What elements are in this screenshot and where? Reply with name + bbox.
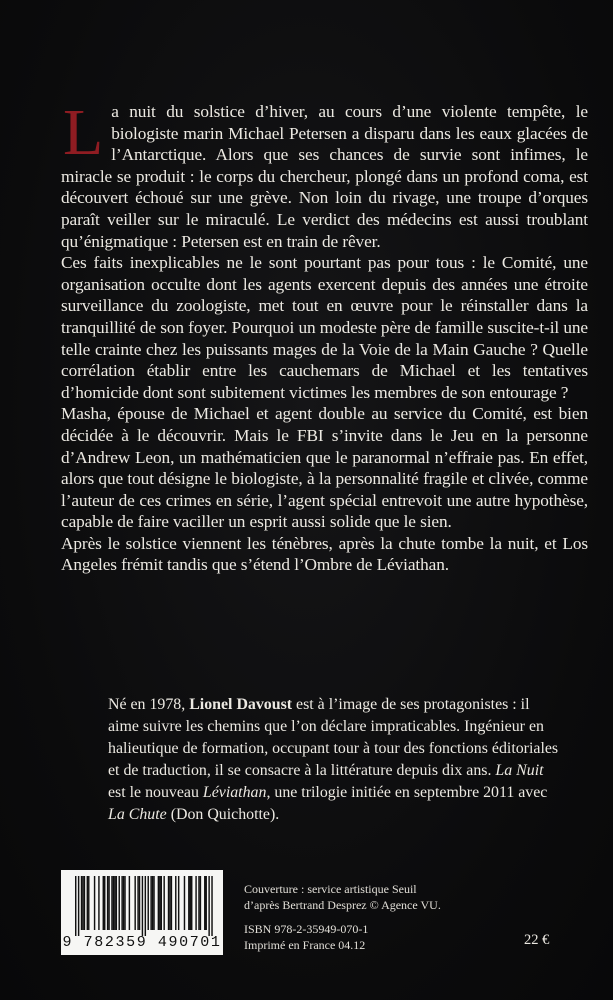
barcode-bar bbox=[150, 876, 151, 930]
synopsis bbox=[61, 96, 588, 576]
barcode-bar bbox=[158, 876, 159, 930]
barcode-bar bbox=[98, 876, 99, 930]
barcode-bar bbox=[75, 876, 76, 936]
barcode-bar bbox=[116, 876, 117, 930]
barcode-bar bbox=[145, 876, 146, 936]
author-name: Lionel Davoust bbox=[189, 696, 293, 713]
barcode-bar bbox=[195, 876, 196, 930]
synopsis-paragraph-1 bbox=[61, 96, 588, 252]
book-title-la-chute: La Chute bbox=[108, 806, 167, 823]
barcode bbox=[61, 870, 223, 955]
barcode-bar bbox=[137, 876, 138, 930]
synopsis-paragraph-3: Masha, épouse de Michael et agent double au service du Comité, est bien décidée à le découvrir. Mais le FBI s’invite dans le Jeu en la personne d’Andrew Leon, un mathématicien que le paranormal n’effraie pas. En effet, alors que tout désigne le biologiste, à la personnalité fragile et clivée, comme l’auteur de ces crimes en série, l’agent spécial entrevoit une autre hypothèse, capable de faire vaciller un esprit aussi solide que le sien. bbox=[61, 404, 588, 532]
printed-in: Imprimé en France 04.12 bbox=[244, 937, 366, 952]
barcode-bar bbox=[198, 876, 199, 930]
bio-intro: Né en 1978, bbox=[108, 696, 190, 713]
barcode-bar bbox=[84, 876, 85, 930]
barcode-bar bbox=[204, 876, 205, 930]
barcode-bar bbox=[200, 876, 201, 930]
barcode-bar bbox=[169, 876, 170, 930]
synopsis-paragraph-2: Ces faits inexplicables ne le sont pourtant pas pour tous : le Comité, une organisation occulte dont les agents exercent depuis des années une étroite surveillance du zoologiste, met tout en œuvre pour le réinstaller dans la tranquillité de son foyer. Pourquoi un modeste père de famille suscite-t-il une telle crainte chez les puissants mages de la Voie de la Main Gauche ? Quelle corrélation établir entre les cauchemars de Michael et les tentatives d’homicide dont sont subitement victimes les membres de son entourage ? bbox=[61, 253, 588, 402]
barcode-bar bbox=[119, 876, 120, 930]
credits-line-1: Couverture : service artistique Seuil bbox=[244, 882, 417, 896]
author-bio bbox=[108, 694, 564, 826]
barcode-bar bbox=[124, 876, 125, 930]
barcode-bar bbox=[113, 876, 114, 930]
isbn-text: ISBN 978-2-35949-070-1 bbox=[244, 922, 369, 936]
bio-text-4: (Don Quichotte). bbox=[166, 806, 280, 823]
barcode-bar bbox=[108, 876, 109, 930]
barcode-bar bbox=[153, 876, 154, 930]
barcode-bar bbox=[188, 876, 189, 930]
barcode-bar bbox=[159, 876, 160, 930]
barcode-bar bbox=[107, 876, 108, 930]
price: 22 € bbox=[524, 932, 550, 948]
barcode-bar bbox=[163, 876, 164, 930]
barcode-bar bbox=[190, 876, 191, 930]
barcode-bar bbox=[104, 876, 105, 930]
barcode-bar bbox=[168, 876, 169, 930]
barcode-bar bbox=[148, 876, 149, 930]
barcode-bar bbox=[178, 876, 179, 930]
barcode-bar bbox=[129, 876, 130, 930]
barcode-bar bbox=[114, 876, 115, 930]
barcode-bar bbox=[81, 876, 82, 930]
barcode-bar bbox=[88, 876, 89, 930]
cover-credits bbox=[244, 882, 504, 913]
synopsis-paragraph-4: Après le solstice viennent les ténèbres, après la chute tombe la nuit, et Los Angeles frémit tandis que s’étend l’Ombre de Léviathan. bbox=[61, 533, 588, 575]
barcode-bar bbox=[87, 876, 88, 930]
bio-text-3: , une trilogie initiée en septembre 2011 avec bbox=[266, 784, 548, 801]
barcode-bar bbox=[123, 876, 124, 930]
synopsis-paragraph-1-text: a nuit du solstice d’hiver, au cours d’une violente tempête, le biologiste marin Michael Petersen a disparu dans les eaux glacées de l’Antarctique. Alors que ses chances de survie sont infimes, le miracle se produit : le corps du chercheur, plongé dans un profond coma, est découvert échoué sur une grève. Non loin du rivage, une troupe d’orques paraît veiller sur le miraculé. Le verdict des médecins est aussi troublant qu’énigmatique : Petersen est en train de rêver. bbox=[61, 102, 588, 251]
barcode-bar bbox=[139, 876, 140, 930]
barcode-bar bbox=[171, 876, 172, 930]
bio-text-1: est à l’image de ses protagonistes : il aime suivre les chemins que l’on déclare impraticables. Ingénieur en halieutique de formation, occupant tour à tour des fonctions éditoriales et de traduction, il se consacre à la littérature depuis dix ans. bbox=[108, 696, 559, 779]
barcode-bar bbox=[78, 876, 79, 936]
barcode-bar bbox=[175, 876, 176, 930]
barcode-digits: 9 782359 490701 bbox=[62, 934, 222, 951]
barcode-bar bbox=[103, 876, 104, 930]
barcode-bar bbox=[152, 876, 153, 930]
barcode-bar bbox=[208, 876, 209, 936]
barcode-bar bbox=[191, 876, 192, 930]
barcode-bar bbox=[121, 876, 122, 930]
barcode-bar bbox=[211, 876, 212, 936]
bio-text-2: est le nouveau bbox=[108, 784, 203, 801]
barcode-bar bbox=[184, 876, 185, 930]
barcode-bar bbox=[82, 876, 83, 930]
barcode-bar bbox=[142, 876, 143, 936]
barcode-bar bbox=[206, 876, 207, 930]
barcode-bar bbox=[111, 876, 112, 930]
credits-line-2: d’après Bertrand Desprez © Agence VU. bbox=[244, 897, 441, 912]
barcode-bar bbox=[161, 876, 162, 930]
book-title-la-nuit: La Nuit bbox=[495, 762, 544, 779]
drop-cap: L bbox=[63, 96, 104, 169]
publication-info bbox=[244, 922, 464, 953]
series-title-leviathan: Léviathan bbox=[202, 784, 267, 801]
barcode-bar bbox=[94, 876, 95, 930]
barcode-bar bbox=[134, 876, 135, 930]
